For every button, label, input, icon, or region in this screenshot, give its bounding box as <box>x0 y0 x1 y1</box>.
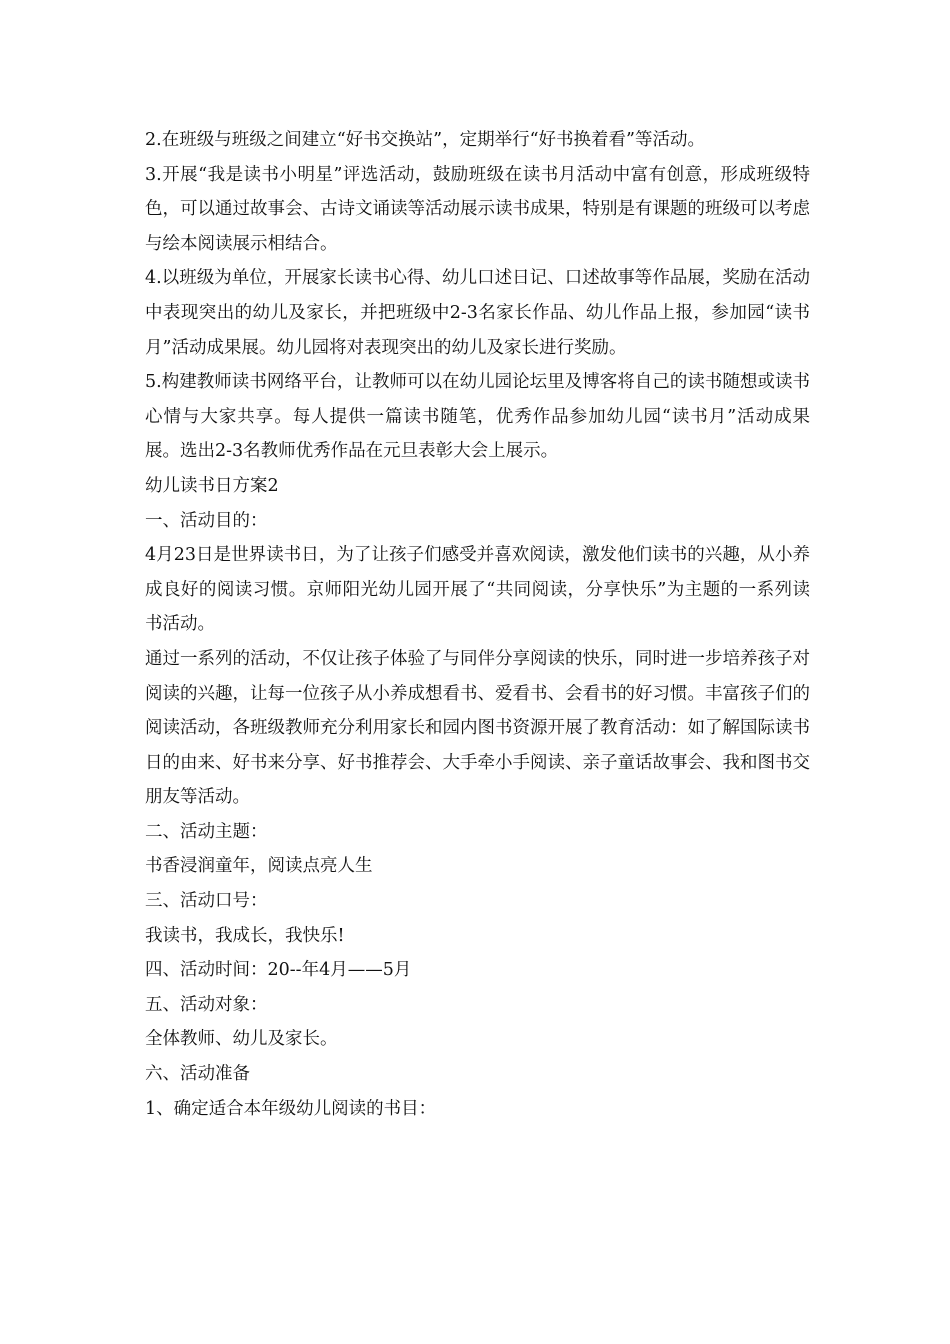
paragraph-preparation-1: 1、确定适合本年级幼儿阅读的书目： <box>145 1098 437 1119</box>
paragraph-slogan: 我读书，我成长，我快乐! <box>145 925 345 946</box>
heading-theme: 二、活动主题： <box>145 821 268 842</box>
paragraph-theme: 书香浸润童年，阅读点亮人生 <box>145 856 373 877</box>
heading-time: 四、活动时间：20--年4月——5月 <box>145 960 412 981</box>
heading-preparation: 六、活动准备 <box>145 1064 250 1085</box>
paragraph-item-3: 3.开展“我是读书小明星”评选活动，鼓励班级在读书月活动中富有创意，形成班级特色，可以通过故事会、古诗文诵读等活动展示读书成果，特别是有课题的班级可以考虑与绘本阅读展示相结合。 <box>145 164 810 254</box>
heading-purpose: 一、活动目的： <box>145 510 268 531</box>
paragraph-purpose-2: 通过一系列的活动，不仅让孩子体验了与同伴分享阅读的快乐，同时进一步培养孩子对阅读的兴趣，让每一位孩子从小养成想看书、爱看书、会看书的好习惯。丰富孩子们的阅读活动，各班级教师充分利用家长和园内图书资源开展了教育活动：如了解国际读书日的由来、好书来分享、好书推荐会、大手牵小手阅读、亲子童话故事会、我和图书交朋友等活动。 <box>145 648 810 808</box>
document-body <box>145 123 810 1126</box>
paragraph-item-5: 5.构建教师读书网络平台，让教师可以在幼儿园论坛里及博客将自己的读书随想或读书心情与大家共享。每人提供一篇读书随笔，优秀作品参加幼儿园“读书月”活动成果展。选出2-3名教师优秀作品在元旦表彰大会上展示。 <box>145 372 810 462</box>
heading-slogan: 三、活动口号： <box>145 891 268 912</box>
paragraph-purpose-1: 4月23日是世界读书日，为了让孩子们感受并喜欢阅读，激发他们读书的兴趣，从小养成良好的阅读习惯。京师阳光幼儿园开展了“共同阅读，分享快乐”为主题的一系列读书活动。 <box>145 545 810 635</box>
heading-audience: 五、活动对象： <box>145 994 268 1015</box>
paragraph-audience: 全体教师、幼儿及家长。 <box>145 1029 338 1050</box>
paragraph-item-2: 2.在班级与班级之间建立“好书交换站”，定期举行“好书换着看”等活动。 <box>145 130 705 150</box>
section-title: 幼儿读书日方案2 <box>145 475 279 496</box>
paragraph-item-4: 4.以班级为单位，开展家长读书心得、幼儿口述日记、口述故事等作品展，奖励在活动中表现突出的幼儿及家长，并把班级中2-3名家长作品、幼儿作品上报，参加园“读书月”活动成果展。幼儿园将对表现突出的幼儿及家长进行奖励。 <box>145 268 810 358</box>
